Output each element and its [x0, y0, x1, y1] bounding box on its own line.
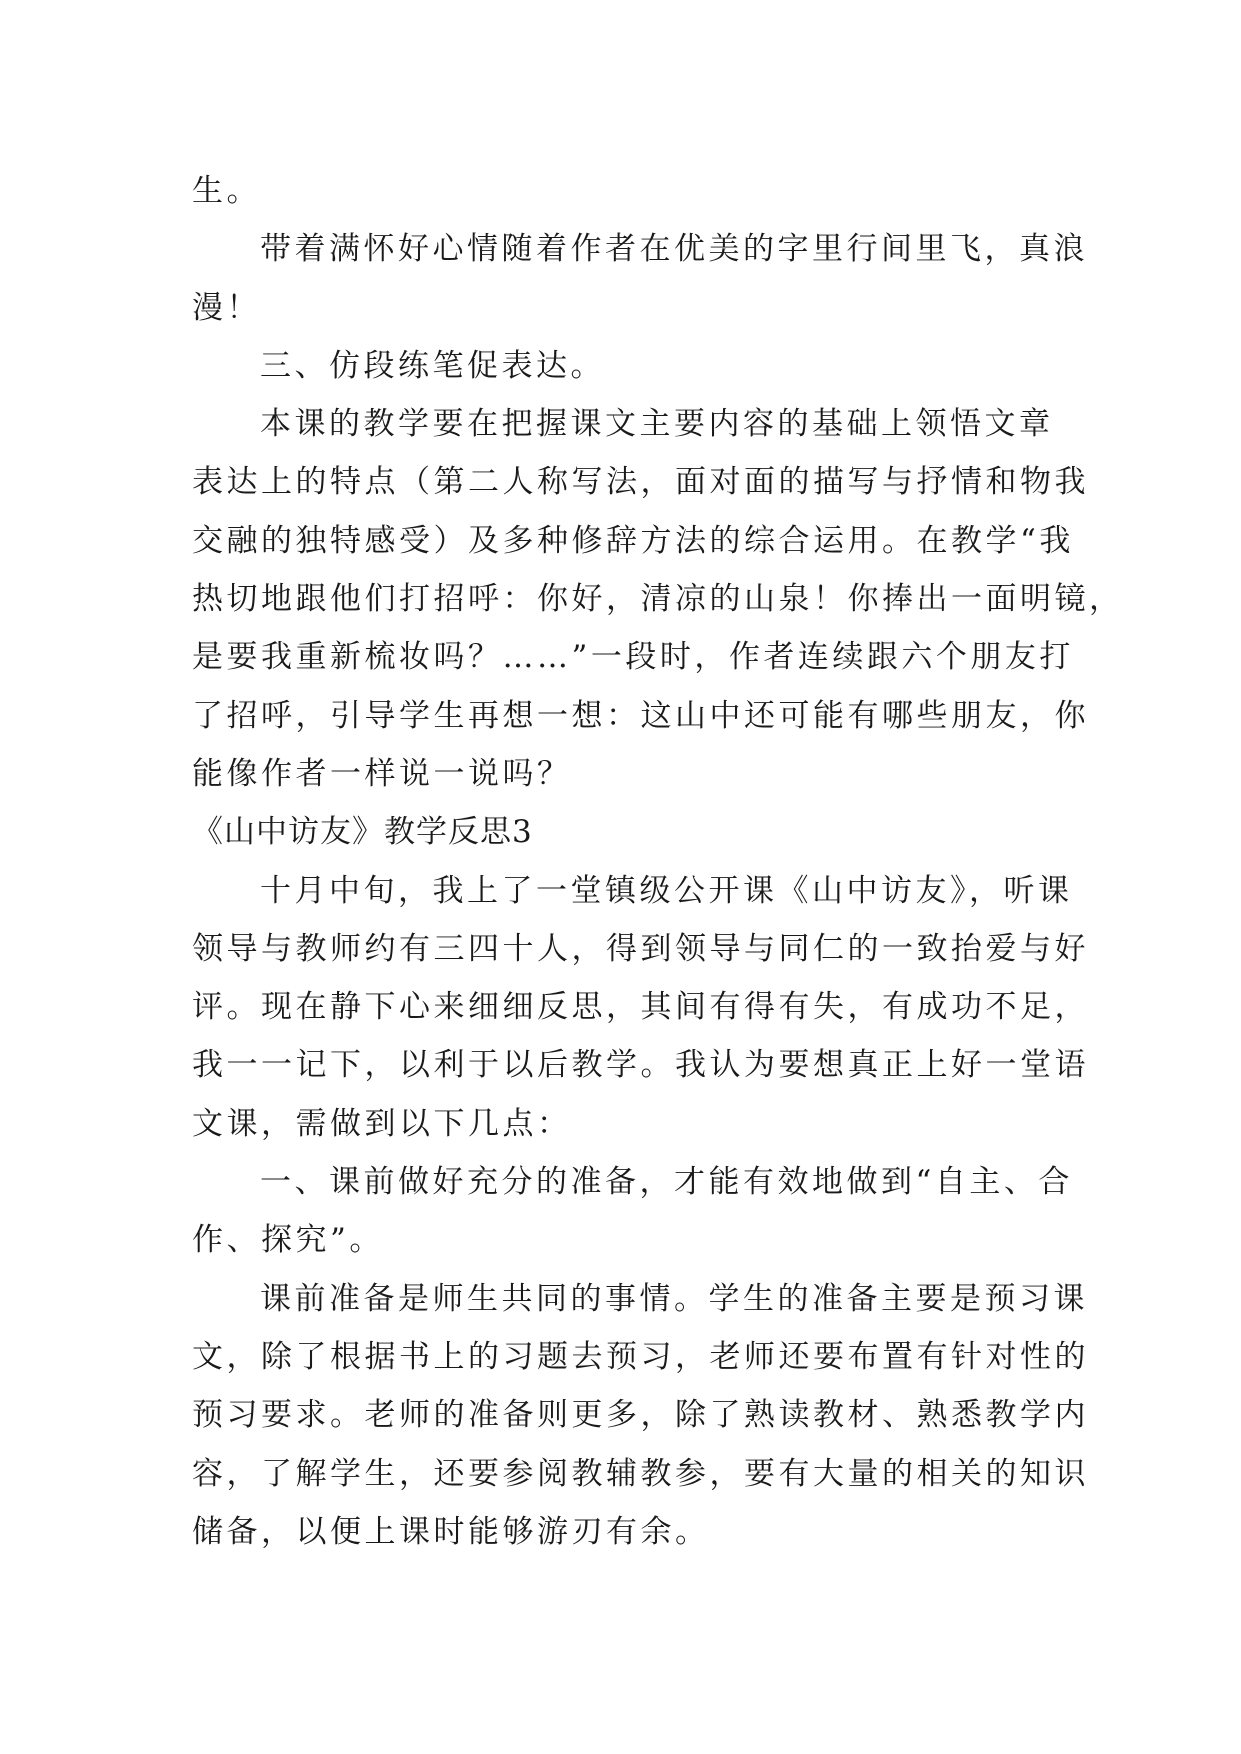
section-heading: 三、仿段练笔促表达。	[260, 347, 605, 384]
text-line: 领导与教师约有三四十人，得到领导与同仁的一致抬爱与好	[192, 930, 1089, 967]
text-line: 我一一记下，以利于以后教学。我认为要想真正上好一堂语	[192, 1047, 1089, 1084]
text-line: 是要我重新梳妆吗？……”一段时，作者连续跟六个朋友打	[192, 639, 1074, 676]
text-line: 文课，需做到以下几点：	[192, 1105, 572, 1142]
text-line: 生。	[192, 173, 261, 209]
text-line: 表达上的特点（第二人称写法，面对面的描写与抒情和物我	[192, 464, 1089, 501]
text-line: 了招呼，引导学生再想一想：这山中还可能有哪些朋友，你	[192, 697, 1089, 734]
text-line: 带着满怀好心情随着作者在优美的字里行间里飞，真浪	[260, 231, 1088, 268]
article-title: 《山中访友》教学反思3	[192, 814, 533, 851]
text-line: 容，了解学生，还要参阅教辅教参，要有大量的相关的知识	[192, 1455, 1089, 1492]
text-line: 漫！	[192, 289, 261, 326]
text-line: 储备，以便上课时能够游刃有余。	[192, 1513, 710, 1550]
text-line: 热切地跟他们打招呼：你好，清凉的山泉！你捧出一面明镜，	[192, 581, 1124, 618]
text-line: 本课的教学要在把握课文主要内容的基础上领悟文章	[260, 406, 1054, 443]
text-line: 预习要求。老师的准备则更多，除了熟读教材、熟悉教学内	[192, 1397, 1089, 1434]
text-line: 课前准备是师生共同的事情。学生的准备主要是预习课	[260, 1280, 1088, 1317]
text-line: 交融的独特感受）及多种修辞方法的综合运用。在教学“我	[192, 522, 1074, 559]
document-body	[192, 162, 1124, 1561]
section-heading: 一、课前做好充分的准备，才能有效地做到“自主、合	[260, 1164, 1073, 1201]
text-line: 十月中旬，我上了一堂镇级公开课《山中访友》，听课	[260, 872, 1073, 909]
text-line: 评。现在静下心来细细反思，其间有得有失，有成功不足，	[192, 989, 1089, 1026]
text-line: 作、探究”。	[192, 1222, 384, 1259]
text-line: 能像作者一样说一说吗？	[192, 755, 572, 792]
text-line: 文，除了根据书上的习题去预习，老师还要布置有针对性的	[192, 1338, 1089, 1375]
